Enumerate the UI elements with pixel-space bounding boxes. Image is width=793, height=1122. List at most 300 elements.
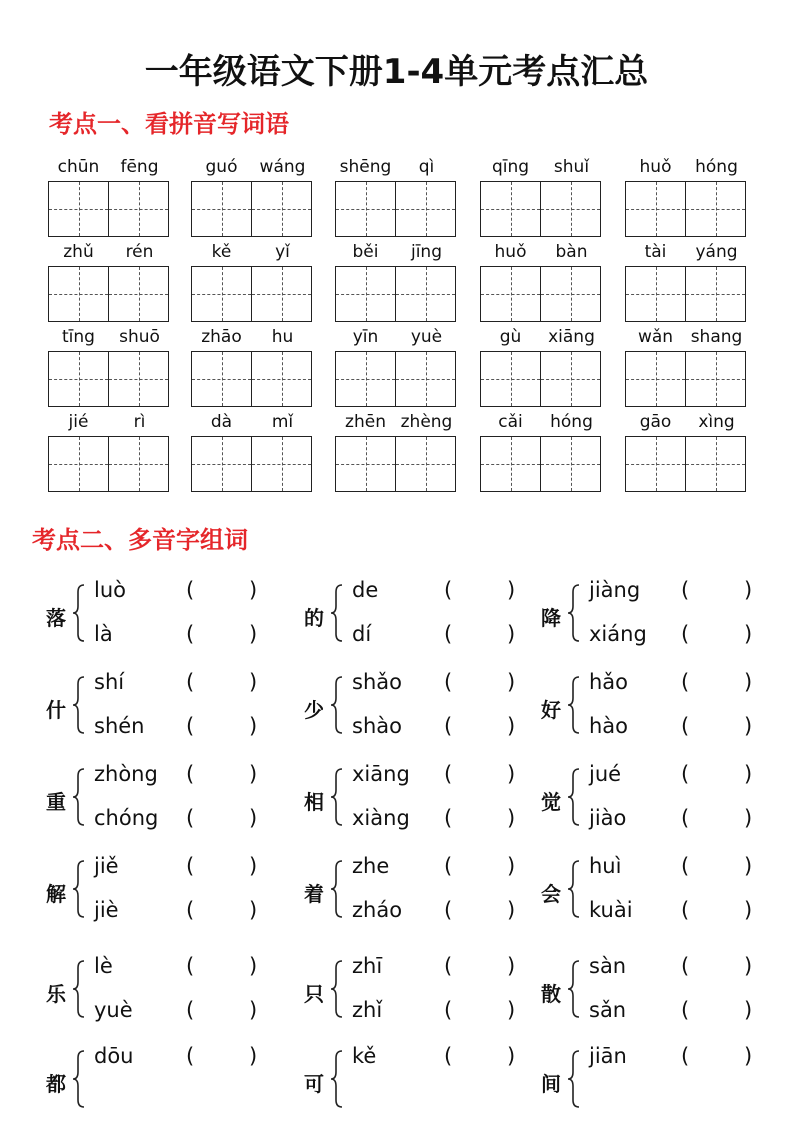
- brace-icon: [72, 768, 86, 826]
- pinyin-syllable: jīng: [410, 242, 442, 262]
- guide-line-vertical: [716, 267, 717, 321]
- guide-line-vertical: [79, 182, 80, 236]
- tian-zi-ge-box[interactable]: [540, 266, 601, 322]
- answer-paren-open: (: [186, 622, 195, 646]
- guide-line-vertical: [282, 267, 283, 321]
- pinyin-row: [335, 242, 457, 264]
- reading-pinyin: de: [352, 578, 379, 602]
- answer-paren-close: ): [507, 898, 516, 922]
- tian-zi-ge-box[interactable]: [335, 436, 395, 492]
- brace-icon: [330, 676, 344, 734]
- tian-zi-ge-box[interactable]: [480, 266, 540, 322]
- answer-paren-open: (: [186, 854, 195, 878]
- writing-boxes: [191, 181, 313, 237]
- answer-paren-open: (: [681, 670, 690, 694]
- answer-paren-close: ): [249, 670, 258, 694]
- answer-paren-close: ): [249, 854, 258, 878]
- polyphonic-character: 重: [46, 790, 66, 814]
- guide-line-vertical: [511, 267, 512, 321]
- polyphonic-character: 什: [46, 698, 66, 722]
- pinyin-syllable: shuǐ: [553, 157, 590, 177]
- guide-line-vertical: [511, 182, 512, 236]
- answer-paren-open: (: [186, 578, 195, 602]
- answer-paren-close: ): [507, 762, 516, 786]
- answer-paren-close: ): [744, 898, 753, 922]
- pinyin-syllable: rì: [133, 412, 146, 432]
- tian-zi-ge-box[interactable]: [540, 181, 601, 237]
- writing-boxes: [625, 181, 747, 237]
- section2-title: 考点二、多音字组词: [32, 526, 248, 554]
- answer-paren-open: (: [444, 954, 453, 978]
- word-block: [335, 327, 457, 407]
- answer-paren-close: ): [249, 1044, 258, 1068]
- answer-paren-close: ): [507, 954, 516, 978]
- guide-line-vertical: [716, 437, 717, 491]
- answer-paren-open: (: [186, 898, 195, 922]
- writing-boxes: [335, 351, 457, 407]
- pinyin-row: [335, 157, 457, 179]
- reading-pinyin: jiè: [94, 898, 119, 922]
- polyphonic-item: [541, 854, 771, 930]
- pinyin-syllable: yuè: [410, 327, 443, 347]
- brace-icon: [567, 1050, 581, 1108]
- writing-boxes: [480, 266, 602, 322]
- reading-pinyin: kě: [352, 1044, 377, 1068]
- guide-line-vertical: [511, 352, 512, 406]
- answer-paren-open: (: [186, 670, 195, 694]
- writing-boxes: [48, 181, 170, 237]
- tian-zi-ge-box[interactable]: [191, 351, 251, 407]
- answer-paren-open: (: [444, 806, 453, 830]
- polyphonic-item: [541, 670, 771, 746]
- pinyin-row: [48, 157, 170, 179]
- writing-boxes: [335, 266, 457, 322]
- pinyin-row: [191, 327, 313, 349]
- writing-boxes: [625, 351, 747, 407]
- answer-paren-open: (: [444, 1044, 453, 1068]
- guide-line-vertical: [282, 352, 283, 406]
- pinyin-syllable: jié: [68, 412, 89, 432]
- pinyin-syllable: rén: [125, 242, 154, 262]
- writing-boxes: [335, 436, 457, 492]
- answer-paren-close: ): [744, 954, 753, 978]
- guide-line-vertical: [79, 267, 80, 321]
- guide-line-vertical: [571, 267, 572, 321]
- polyphonic-item: [46, 1044, 276, 1120]
- guide-line-vertical: [716, 352, 717, 406]
- pinyin-syllable: huǒ: [494, 242, 527, 262]
- pinyin-syllable: wǎn: [637, 327, 674, 347]
- pinyin-syllable: zhǔ: [63, 242, 94, 262]
- guide-line-vertical: [79, 437, 80, 491]
- pinyin-row: [191, 412, 313, 434]
- reading-pinyin: zhī: [352, 954, 383, 978]
- guide-line-vertical: [511, 437, 512, 491]
- brace-icon: [567, 676, 581, 734]
- answer-paren-close: ): [744, 998, 753, 1022]
- reading-pinyin: zhǐ: [352, 998, 383, 1022]
- polyphonic-item: [46, 762, 276, 838]
- pinyin-syllable: zhēn: [345, 412, 386, 432]
- tian-zi-ge-box[interactable]: [335, 266, 395, 322]
- answer-paren-close: ): [249, 714, 258, 738]
- pinyin-syllable: gù: [499, 327, 522, 347]
- pinyin-row: [48, 412, 170, 434]
- tian-zi-ge-box[interactable]: [48, 266, 108, 322]
- tian-zi-ge-box[interactable]: [108, 436, 169, 492]
- reading-pinyin: dí: [352, 622, 372, 646]
- guide-line-vertical: [222, 352, 223, 406]
- polyphonic-character: 少: [304, 698, 324, 722]
- word-block: [480, 157, 602, 237]
- guide-line-vertical: [139, 267, 140, 321]
- tian-zi-ge-box[interactable]: [395, 181, 456, 237]
- tian-zi-ge-box[interactable]: [108, 351, 169, 407]
- writing-boxes: [625, 436, 747, 492]
- pinyin-row: [480, 242, 602, 264]
- reading-pinyin: sǎn: [589, 998, 627, 1022]
- tian-zi-ge-box[interactable]: [108, 181, 169, 237]
- polyphonic-item: [304, 578, 534, 654]
- answer-paren-close: ): [744, 806, 753, 830]
- answer-paren-close: ): [507, 714, 516, 738]
- pinyin-syllable: běi: [352, 242, 379, 262]
- answer-paren-open: (: [444, 898, 453, 922]
- pinyin-syllable: xiāng: [548, 327, 595, 347]
- tian-zi-ge-box[interactable]: [685, 266, 746, 322]
- answer-paren-open: (: [681, 854, 690, 878]
- writing-boxes: [48, 436, 170, 492]
- tian-zi-ge-box[interactable]: [191, 181, 251, 237]
- page-title: 一年级语文下册1-4单元考点汇总: [144, 52, 649, 92]
- polyphonic-character: 降: [541, 606, 561, 630]
- answer-paren-close: ): [507, 578, 516, 602]
- pinyin-syllable: tīng: [62, 327, 95, 347]
- polyphonic-item: [46, 954, 276, 1030]
- answer-paren-open: (: [186, 714, 195, 738]
- reading-pinyin: shén: [94, 714, 145, 738]
- answer-paren-open: (: [444, 762, 453, 786]
- reading-pinyin: shǎo: [352, 670, 402, 694]
- reading-pinyin: jiàng: [589, 578, 641, 602]
- tian-zi-ge-box[interactable]: [48, 436, 108, 492]
- pinyin-syllable: shuō: [119, 327, 160, 347]
- guide-line-vertical: [139, 437, 140, 491]
- polyphonic-item: [46, 670, 276, 746]
- pinyin-row: [625, 157, 747, 179]
- reading-pinyin: zhe: [352, 854, 390, 878]
- answer-paren-open: (: [186, 998, 195, 1022]
- tian-zi-ge-box[interactable]: [395, 351, 456, 407]
- answer-paren-close: ): [507, 854, 516, 878]
- answer-paren-open: (: [681, 714, 690, 738]
- word-block: [335, 412, 457, 492]
- polyphonic-character: 落: [46, 606, 66, 630]
- guide-line-vertical: [426, 437, 427, 491]
- pinyin-syllable: huǒ: [639, 157, 672, 177]
- pinyin-row: [625, 327, 747, 349]
- guide-line-vertical: [282, 437, 283, 491]
- answer-paren-close: ): [507, 806, 516, 830]
- answer-paren-close: ): [249, 954, 258, 978]
- brace-icon: [72, 1050, 86, 1108]
- brace-icon: [330, 1050, 344, 1108]
- word-block: [625, 412, 747, 492]
- answer-paren-close: ): [249, 762, 258, 786]
- word-block: [625, 327, 747, 407]
- tian-zi-ge-box[interactable]: [48, 181, 108, 237]
- answer-paren-close: ): [249, 898, 258, 922]
- reading-pinyin: jué: [589, 762, 622, 786]
- word-block: [48, 157, 170, 237]
- reading-pinyin: shí: [94, 670, 125, 694]
- tian-zi-ge-box[interactable]: [480, 351, 540, 407]
- answer-paren-open: (: [681, 998, 690, 1022]
- polyphonic-item: [541, 578, 771, 654]
- pinyin-row: [191, 157, 313, 179]
- word-block: [191, 242, 313, 322]
- polyphonic-character: 会: [541, 882, 561, 906]
- answer-paren-open: (: [186, 806, 195, 830]
- guide-line-vertical: [571, 352, 572, 406]
- tian-zi-ge-box[interactable]: [335, 181, 395, 237]
- guide-line-vertical: [426, 182, 427, 236]
- pinyin-syllable: zhāo: [201, 327, 242, 347]
- answer-paren-open: (: [681, 622, 690, 646]
- brace-icon: [330, 960, 344, 1018]
- guide-line-vertical: [426, 352, 427, 406]
- writing-boxes: [480, 351, 602, 407]
- reading-pinyin: zhòng: [94, 762, 158, 786]
- writing-boxes: [335, 181, 457, 237]
- pinyin-syllable: shēng: [339, 157, 392, 177]
- pinyin-row: [480, 412, 602, 434]
- brace-icon: [567, 768, 581, 826]
- pinyin-syllable: zhèng: [400, 412, 453, 432]
- polyphonic-item: [304, 1044, 534, 1120]
- pinyin-syllable: tài: [644, 242, 667, 262]
- guide-line-vertical: [222, 267, 223, 321]
- word-block: [191, 327, 313, 407]
- reading-pinyin: jiào: [589, 806, 627, 830]
- word-block: [335, 157, 457, 237]
- polyphonic-item: [304, 954, 534, 1030]
- answer-paren-open: (: [681, 898, 690, 922]
- guide-line-vertical: [366, 182, 367, 236]
- answer-paren-open: (: [681, 1044, 690, 1068]
- tian-zi-ge-box[interactable]: [108, 266, 169, 322]
- polyphonic-item: [46, 854, 276, 930]
- writing-boxes: [191, 266, 313, 322]
- answer-paren-open: (: [681, 954, 690, 978]
- pinyin-syllable: shang: [690, 327, 743, 347]
- polyphonic-character: 好: [541, 698, 561, 722]
- tian-zi-ge-box[interactable]: [480, 181, 540, 237]
- word-block: [48, 412, 170, 492]
- guide-line-vertical: [222, 182, 223, 236]
- writing-boxes: [191, 351, 313, 407]
- guide-line-vertical: [222, 437, 223, 491]
- brace-icon: [567, 960, 581, 1018]
- pinyin-syllable: xìng: [698, 412, 735, 432]
- word-block: [335, 242, 457, 322]
- polyphonic-character: 可: [304, 1072, 324, 1096]
- answer-paren-close: ): [507, 1044, 516, 1068]
- answer-paren-close: ): [507, 998, 516, 1022]
- answer-paren-open: (: [681, 806, 690, 830]
- pinyin-syllable: fēng: [120, 157, 159, 177]
- guide-line-vertical: [282, 182, 283, 236]
- reading-pinyin: huì: [589, 854, 622, 878]
- pinyin-syllable: mǐ: [271, 412, 294, 432]
- word-block: [191, 157, 313, 237]
- writing-boxes: [48, 351, 170, 407]
- tian-zi-ge-box[interactable]: [191, 266, 251, 322]
- reading-pinyin: xiàng: [352, 806, 410, 830]
- pinyin-syllable: yǐ: [275, 242, 290, 262]
- answer-paren-open: (: [681, 762, 690, 786]
- writing-boxes: [191, 436, 313, 492]
- writing-boxes: [480, 436, 602, 492]
- reading-pinyin: yuè: [94, 998, 133, 1022]
- polyphonic-item: [304, 762, 534, 838]
- reading-pinyin: luò: [94, 578, 126, 602]
- answer-paren-close: ): [507, 670, 516, 694]
- guide-line-vertical: [366, 437, 367, 491]
- brace-icon: [567, 584, 581, 642]
- polyphonic-character: 相: [304, 790, 324, 814]
- answer-paren-close: ): [744, 578, 753, 602]
- polyphonic-character: 乐: [46, 982, 66, 1006]
- answer-paren-close: ): [744, 622, 753, 646]
- tian-zi-ge-box[interactable]: [625, 266, 685, 322]
- reading-pinyin: xiāng: [352, 762, 410, 786]
- tian-zi-ge-box[interactable]: [480, 436, 540, 492]
- guide-line-vertical: [656, 182, 657, 236]
- answer-paren-open: (: [186, 1044, 195, 1068]
- answer-paren-open: (: [186, 762, 195, 786]
- tian-zi-ge-box[interactable]: [395, 436, 456, 492]
- answer-paren-open: (: [444, 714, 453, 738]
- tian-zi-ge-box[interactable]: [540, 351, 601, 407]
- tian-zi-ge-box[interactable]: [191, 436, 251, 492]
- tian-zi-ge-box[interactable]: [625, 351, 685, 407]
- guide-line-vertical: [366, 352, 367, 406]
- polyphonic-character: 解: [46, 882, 66, 906]
- answer-paren-open: (: [186, 954, 195, 978]
- polyphonic-character: 只: [304, 982, 324, 1006]
- pinyin-syllable: dà: [210, 412, 233, 432]
- reading-pinyin: dōu: [94, 1044, 134, 1068]
- pinyin-syllable: bàn: [555, 242, 588, 262]
- pinyin-syllable: guó: [205, 157, 238, 177]
- word-block: [191, 412, 313, 492]
- tian-zi-ge-box[interactable]: [540, 436, 601, 492]
- guide-line-vertical: [571, 182, 572, 236]
- pinyin-syllable: hóng: [695, 157, 738, 177]
- brace-icon: [72, 960, 86, 1018]
- pinyin-row: [625, 242, 747, 264]
- guide-line-vertical: [656, 437, 657, 491]
- answer-paren-close: ): [744, 714, 753, 738]
- guide-line-vertical: [571, 437, 572, 491]
- answer-paren-close: ): [744, 854, 753, 878]
- polyphonic-item: [541, 954, 771, 1030]
- reading-pinyin: kuài: [589, 898, 633, 922]
- pinyin-syllable: gāo: [639, 412, 672, 432]
- tian-zi-ge-box[interactable]: [395, 266, 456, 322]
- reading-pinyin: jiě: [94, 854, 119, 878]
- tian-zi-ge-box[interactable]: [48, 351, 108, 407]
- answer-paren-close: ): [249, 578, 258, 602]
- answer-paren-open: (: [444, 854, 453, 878]
- tian-zi-ge-box[interactable]: [335, 351, 395, 407]
- answer-paren-close: ): [249, 806, 258, 830]
- polyphonic-character: 间: [541, 1072, 561, 1096]
- word-block: [480, 242, 602, 322]
- guide-line-vertical: [139, 352, 140, 406]
- polyphonic-character: 觉: [541, 790, 561, 814]
- pinyin-syllable: hu: [271, 327, 294, 347]
- guide-line-vertical: [79, 352, 80, 406]
- reading-pinyin: sàn: [589, 954, 627, 978]
- answer-paren-close: ): [744, 670, 753, 694]
- pinyin-syllable: qì: [418, 157, 435, 177]
- brace-icon: [72, 860, 86, 918]
- word-block: [625, 157, 747, 237]
- guide-line-vertical: [366, 267, 367, 321]
- brace-icon: [330, 768, 344, 826]
- guide-line-vertical: [426, 267, 427, 321]
- polyphonic-item: [541, 1044, 771, 1120]
- brace-icon: [72, 676, 86, 734]
- answer-paren-close: ): [744, 762, 753, 786]
- reading-pinyin: lè: [94, 954, 113, 978]
- pinyin-syllable: yáng: [695, 242, 738, 262]
- tian-zi-ge-box[interactable]: [685, 436, 746, 492]
- answer-paren-open: (: [681, 578, 690, 602]
- pinyin-syllable: hóng: [550, 412, 593, 432]
- reading-pinyin: là: [94, 622, 113, 646]
- polyphonic-character: 着: [304, 882, 324, 906]
- answer-paren-close: ): [249, 998, 258, 1022]
- answer-paren-close: ): [507, 622, 516, 646]
- tian-zi-ge-box[interactable]: [685, 181, 746, 237]
- brace-icon: [330, 860, 344, 918]
- word-block: [480, 327, 602, 407]
- word-block: [625, 242, 747, 322]
- guide-line-vertical: [716, 182, 717, 236]
- reading-pinyin: hào: [589, 714, 629, 738]
- tian-zi-ge-box[interactable]: [251, 351, 312, 407]
- polyphonic-item: [304, 854, 534, 930]
- tian-zi-ge-box[interactable]: [251, 181, 312, 237]
- tian-zi-ge-box[interactable]: [685, 351, 746, 407]
- brace-icon: [72, 584, 86, 642]
- reading-pinyin: jiān: [589, 1044, 627, 1068]
- tian-zi-ge-box[interactable]: [251, 436, 312, 492]
- answer-paren-open: (: [444, 998, 453, 1022]
- tian-zi-ge-box[interactable]: [251, 266, 312, 322]
- tian-zi-ge-box[interactable]: [625, 181, 685, 237]
- pinyin-row: [480, 157, 602, 179]
- section1-title: 考点一、看拼音写词语: [49, 110, 289, 138]
- pinyin-syllable: yīn: [352, 327, 379, 347]
- answer-paren-open: (: [444, 670, 453, 694]
- word-block: [48, 242, 170, 322]
- tian-zi-ge-box[interactable]: [625, 436, 685, 492]
- polyphonic-item: [304, 670, 534, 746]
